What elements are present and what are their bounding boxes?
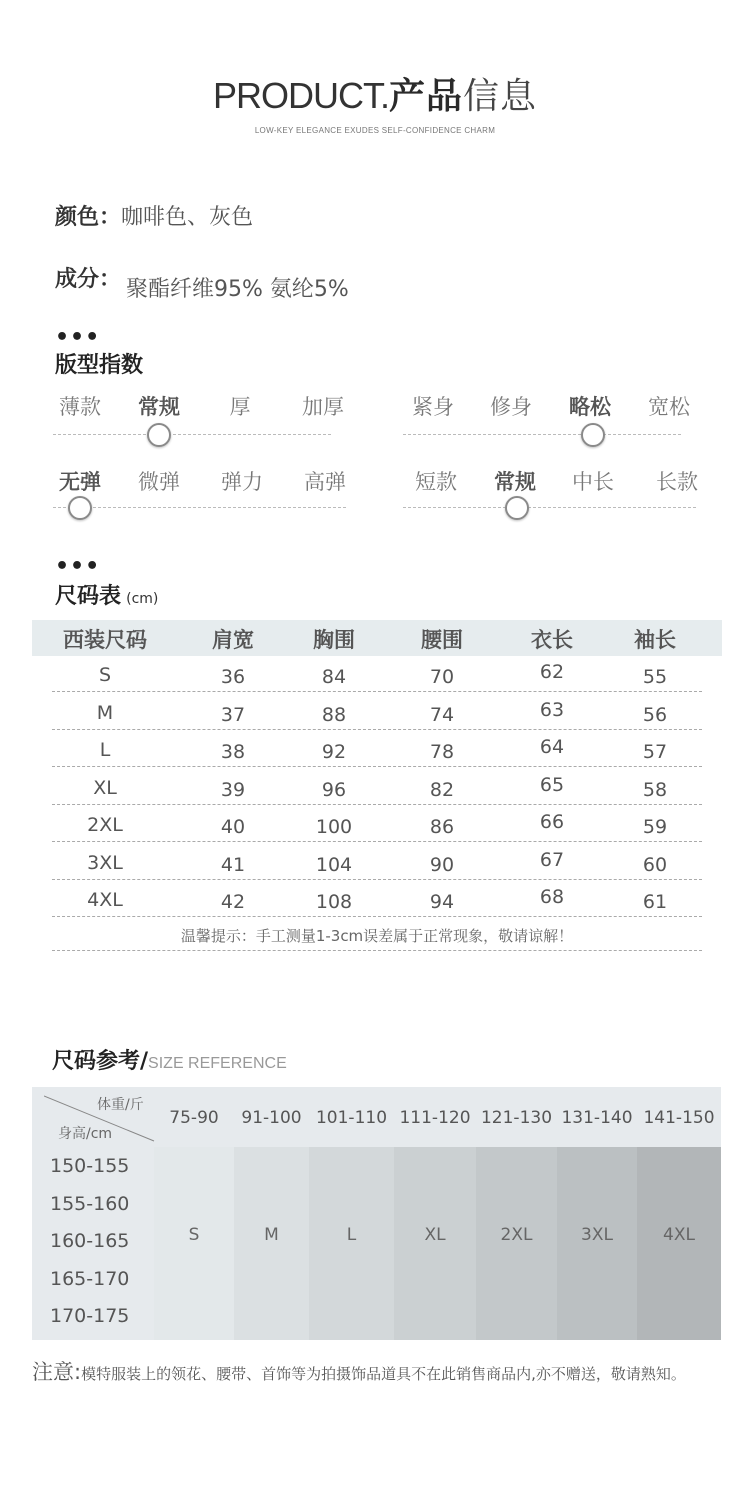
- size-chart-cell: 88: [321, 703, 347, 726]
- size-chart-heading: [55, 579, 158, 610]
- size-chart-cell: 90: [429, 853, 455, 876]
- size-reference-size: M: [264, 1225, 279, 1245]
- material-value: 聚酯纤维95% 氨纶5%: [126, 277, 349, 302]
- size-chart-cell: 94: [429, 891, 455, 913]
- size-chart-unit: (cm): [126, 591, 159, 607]
- note-row: [32, 1356, 686, 1386]
- size-chart-row-divider: [52, 691, 702, 692]
- size-reference-title: 尺码参考/: [52, 1049, 149, 1074]
- fit-index-title: 版型指数: [55, 353, 144, 378]
- size-chart-cell: M: [96, 701, 114, 724]
- thickness-option-selected: 常规: [138, 395, 180, 419]
- note-label: 注意:: [32, 1360, 82, 1384]
- size-chart-cell: 36: [220, 666, 246, 688]
- size-reference-size: L: [346, 1225, 357, 1245]
- note-text: 模特服装上的领花、腰带、首饰等为拍摄饰品道具不在此销售商品内,亦不赠送，敬请熟知。: [81, 1365, 686, 1383]
- size-chart-header-cell: 肩宽: [212, 628, 254, 652]
- thickness-option: 厚: [229, 395, 251, 419]
- size-chart-cell: 100: [315, 816, 353, 838]
- size-reference-size: XL: [424, 1225, 446, 1245]
- size-chart-cell: 92: [321, 741, 347, 763]
- size-chart-cell: S: [98, 664, 112, 686]
- size-reference-size: 3XL: [581, 1225, 613, 1245]
- page-subtitle: LOW-KEY ELEGANCE EXUDES SELF-CONFIDENCE CHARM: [254, 126, 496, 135]
- tip-divider: [52, 950, 702, 951]
- weight-range-header: 131-140: [561, 1108, 633, 1128]
- size-reference-title-en: SIZE REFERENCE: [148, 1055, 287, 1072]
- size-chart-cell: 84: [321, 666, 347, 688]
- color-value: 咖啡色、灰色: [121, 205, 254, 230]
- size-chart-row-divider: [52, 879, 702, 880]
- size-chart-cell: 64: [539, 736, 565, 758]
- size-chart-header-cell: 腰围: [421, 628, 463, 652]
- size-chart-cell: 104: [315, 853, 353, 876]
- thickness-option: 薄款: [59, 395, 101, 419]
- corner-height-label: 身高/cm: [58, 1126, 113, 1142]
- size-chart-cell: 41: [220, 853, 246, 876]
- fit-option: 紧身: [412, 395, 454, 419]
- size-chart-cell: 61: [642, 891, 668, 913]
- size-chart-cell: 66: [539, 811, 565, 833]
- fit-option-selected: 略松: [569, 395, 611, 419]
- weight-range-header: 75-90: [169, 1108, 219, 1128]
- corner-weight-label: 体重/斤: [97, 1097, 144, 1113]
- size-chart-cell: 58: [642, 778, 668, 801]
- size-chart-cell: 39: [220, 778, 246, 801]
- fit-track: [403, 434, 681, 435]
- size-chart-cell: 40: [220, 816, 246, 838]
- size-chart-cell: 86: [429, 816, 455, 838]
- page-title: [0, 74, 750, 119]
- elasticity-track: [53, 507, 346, 508]
- size-chart-row-divider: [52, 804, 702, 805]
- height-range-label: 170-175: [50, 1305, 130, 1327]
- height-range-label: 155-160: [50, 1192, 130, 1215]
- size-chart-cell: 3XL: [87, 851, 123, 874]
- color-label: 颜色：: [55, 205, 122, 230]
- length-slider-knob: [505, 496, 529, 520]
- elasticity-slider-knob: [68, 496, 92, 520]
- size-chart-cell: 96: [321, 778, 347, 801]
- size-chart-cell: 42: [220, 891, 246, 913]
- size-chart-cell: 60: [642, 853, 668, 876]
- size-chart-cell: 62: [539, 661, 565, 683]
- size-chart-cell: 56: [642, 703, 668, 726]
- thickness-track: [53, 434, 331, 435]
- size-reference-size: S: [188, 1225, 200, 1245]
- size-chart-cell: 63: [539, 698, 565, 721]
- weight-range-header: 91-100: [241, 1108, 302, 1128]
- section-dots-fit: •••: [55, 325, 101, 350]
- size-chart-cell: 78: [429, 741, 455, 763]
- size-reference-size: 4XL: [663, 1225, 695, 1245]
- size-chart-cell: 4XL: [87, 889, 123, 911]
- size-chart-header-cell: 西装尺码: [63, 628, 147, 652]
- height-range-label: 165-170: [50, 1267, 130, 1290]
- page-title-en: PRODUCT.: [212, 75, 389, 116]
- size-chart-cell: 82: [429, 778, 455, 801]
- height-range-label: 160-165: [50, 1230, 130, 1252]
- size-chart-row-divider: [52, 729, 702, 730]
- length-track: [403, 507, 696, 508]
- size-chart-cell: 67: [539, 848, 565, 871]
- page-title-light: 信息: [463, 76, 538, 117]
- size-reference-heading: [52, 1044, 287, 1075]
- size-chart-cell: 57: [642, 741, 668, 763]
- size-chart-cell: 55: [642, 666, 668, 688]
- size-chart-row-divider: [52, 841, 702, 842]
- size-chart-header-cell: 衣长: [531, 628, 573, 652]
- height-range-label: 150-155: [50, 1155, 130, 1177]
- page-title-bold: 产品: [388, 76, 463, 117]
- fit-option: 宽松: [648, 395, 690, 419]
- elasticity-option-selected: 无弹: [59, 470, 101, 494]
- size-chart-cell: 70: [429, 666, 455, 688]
- size-chart-row-divider: [52, 766, 702, 767]
- length-option: 长款: [656, 470, 698, 494]
- size-chart-cell: XL: [93, 776, 117, 799]
- size-chart-cell: 2XL: [87, 814, 123, 836]
- size-chart-header-cell: 袖长: [634, 628, 676, 652]
- length-option: 中长: [572, 470, 614, 494]
- weight-range-header: 121-130: [480, 1108, 553, 1128]
- elasticity-option: 微弹: [138, 470, 180, 494]
- fit-slider-knob: [581, 423, 605, 447]
- length-option-selected: 常规: [494, 470, 536, 494]
- measurement-tip: 温馨提示：手工测量1-3cm误差属于正常现象，敬请谅解！: [180, 927, 574, 945]
- length-option: 短款: [415, 470, 457, 494]
- size-chart-cell: 37: [220, 703, 246, 726]
- section-dots-size: •••: [55, 554, 101, 579]
- fit-option: 修身: [490, 395, 532, 419]
- size-reference-size: 2XL: [500, 1225, 533, 1245]
- size-chart-cell: 59: [642, 816, 668, 838]
- weight-range-header: 111-120: [399, 1108, 471, 1128]
- weight-range-header: 141-150: [643, 1108, 715, 1128]
- size-chart-cell: 68: [539, 886, 565, 908]
- size-chart-cell: 38: [220, 741, 246, 763]
- size-chart-header-cell: 胸围: [313, 628, 355, 652]
- material-label: 成分：: [55, 267, 122, 292]
- size-chart-cell: L: [99, 739, 111, 761]
- thickness-option: 加厚: [302, 395, 344, 419]
- size-chart-cell: 108: [315, 891, 353, 913]
- elasticity-option: 弹力: [221, 470, 263, 494]
- size-chart-cell: 65: [539, 773, 565, 796]
- size-chart-title: 尺码表: [55, 584, 122, 609]
- color-row: [55, 200, 253, 231]
- elasticity-option: 高弹: [304, 470, 346, 494]
- thickness-slider-knob: [147, 423, 171, 447]
- size-chart-cell: 74: [429, 703, 455, 726]
- size-chart-row-divider: [52, 916, 702, 917]
- weight-range-header: 101-110: [315, 1108, 388, 1128]
